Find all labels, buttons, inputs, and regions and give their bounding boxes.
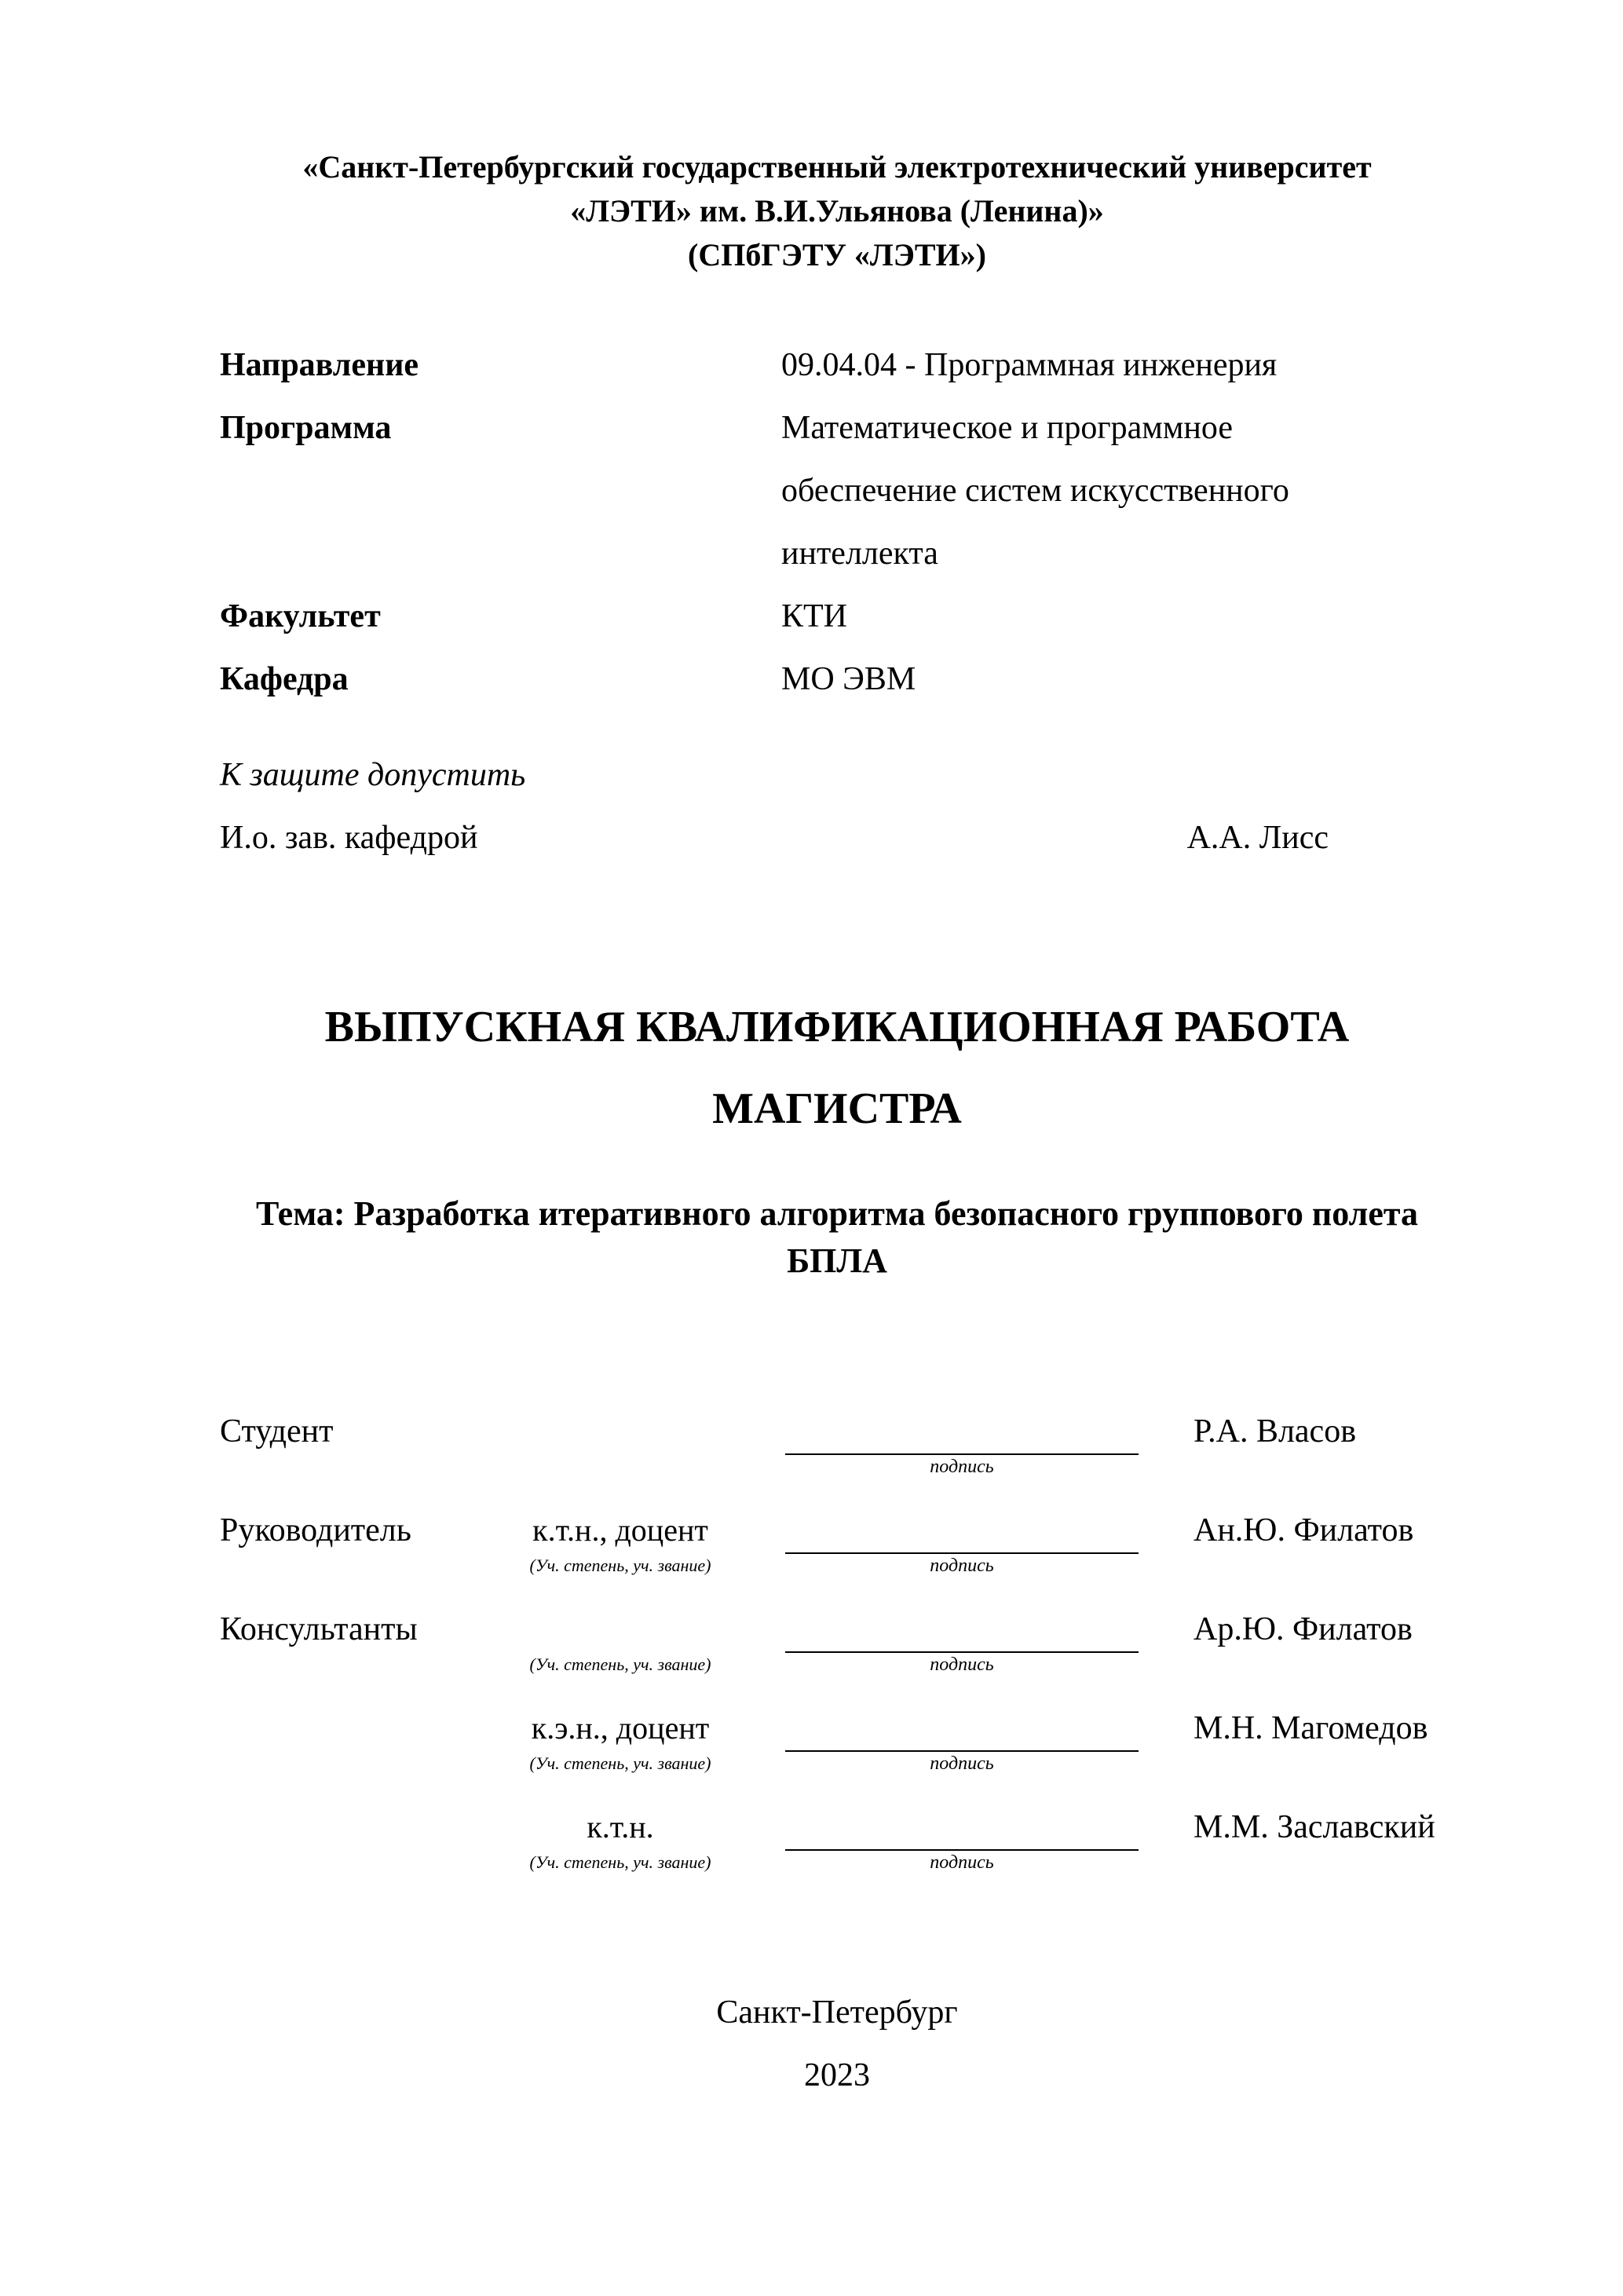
signature-field-cell <box>785 1804 1139 1879</box>
approval-statement: К защите допустить <box>220 757 526 793</box>
signature-line <box>785 1804 1139 1851</box>
signature-field-cell <box>785 1606 1139 1681</box>
thesis-title <box>220 987 1454 1150</box>
signature-name: М.Н. Магомедов <box>1193 1709 1428 1746</box>
field-direction <box>220 334 1454 397</box>
field-program <box>220 397 1454 585</box>
signature-row-consultant-2 <box>220 1705 1454 1780</box>
field-program-value: Математическое и программное обеспечение систем искусственного интеллекта <box>781 410 1289 572</box>
signature-degree-cell <box>455 1606 785 1681</box>
signature-line <box>785 1408 1139 1455</box>
degree-caption: (Уч. степень, уч. звание) <box>529 1654 711 1674</box>
signature-degree-cell <box>455 1408 785 1483</box>
signature-name: М.М. Заславский <box>1193 1808 1435 1845</box>
signature-name-cell <box>1193 1507 1413 1582</box>
signature-name: Ар.Ю. Филатов <box>1193 1610 1413 1647</box>
footer-block <box>220 1981 1454 2107</box>
signature-caption: подпись <box>930 1753 994 1774</box>
signature-row-supervisor <box>220 1507 1454 1582</box>
signature-role <box>220 1705 455 1752</box>
field-faculty-label: Факультет <box>220 598 381 634</box>
footer-year: 2023 <box>804 2057 870 2093</box>
signature-caption: подпись <box>930 1654 994 1675</box>
signature-caption: подпись <box>930 1456 994 1477</box>
approval-signer-role: И.о. зав. кафедрой <box>220 820 478 856</box>
approval-block <box>220 744 1454 869</box>
field-faculty <box>220 585 1454 648</box>
degree-caption: (Уч. степень, уч. звание) <box>529 1852 711 1872</box>
signature-role-cell <box>220 1606 455 1681</box>
signature-degree-cell <box>455 1507 785 1582</box>
signature-caption: подпись <box>930 1852 994 1873</box>
signature-role-cell <box>220 1705 455 1780</box>
signature-line <box>785 1705 1139 1752</box>
signature-name-cell <box>1193 1606 1413 1681</box>
thesis-title-line1: ВЫПУСКНАЯ КВАЛИФИКАЦИОННАЯ РАБОТА <box>324 1003 1350 1051</box>
signature-block <box>220 1408 1454 1879</box>
signature-field-cell <box>785 1408 1139 1483</box>
signature-field-cell <box>785 1507 1139 1582</box>
field-faculty-value: КТИ <box>781 598 847 634</box>
signature-field-cell <box>785 1705 1139 1780</box>
signature-row-consultant-1 <box>220 1606 1454 1681</box>
signature-caption: подпись <box>930 1555 994 1576</box>
signature-name: Р.А. Власов <box>1193 1413 1357 1450</box>
signature-degree: к.т.н. <box>587 1808 654 1844</box>
field-department-value: МО ЭВМ <box>781 661 916 697</box>
signature-role-cell <box>220 1408 455 1483</box>
signature-name-cell <box>1193 1408 1356 1483</box>
thesis-topic: Тема: Разработка итеративного алгоритма безопасного группового полета БПЛА <box>256 1194 1418 1280</box>
signature-role-cell <box>220 1804 455 1879</box>
university-header <box>220 145 1454 277</box>
thesis-title-line2: МАГИСТРА <box>712 1084 962 1133</box>
university-abbreviation: (СПбГЭТУ «ЛЭТИ») <box>688 237 986 272</box>
signature-degree-cell <box>455 1705 785 1780</box>
signature-degree-cell <box>455 1804 785 1879</box>
signature-role: Студент <box>220 1413 334 1450</box>
degree-caption: (Уч. степень, уч. звание) <box>529 1753 711 1773</box>
footer-city: Санкт-Петербург <box>716 1994 958 2031</box>
signature-line <box>785 1606 1139 1653</box>
signature-role: Руководитель <box>220 1512 411 1548</box>
university-name-line1: «Санкт-Петербургский государственный электротехнический университет <box>302 149 1372 185</box>
field-department-label: Кафедра <box>220 661 349 697</box>
signature-role-cell <box>220 1507 455 1582</box>
field-program-label: Программа <box>220 410 392 446</box>
signature-degree: к.т.н., доцент <box>532 1512 708 1548</box>
field-direction-value: 09.04.04 - Программная инженерия <box>781 347 1278 383</box>
signature-degree: к.э.н., доцент <box>531 1709 710 1746</box>
approval-signer-row <box>220 806 1454 869</box>
signature-row-consultant-3 <box>220 1804 1454 1879</box>
degree-caption: (Уч. степень, уч. звание) <box>529 1555 711 1575</box>
signature-name-cell <box>1193 1804 1435 1879</box>
signature-role: Консультанты <box>220 1610 418 1647</box>
field-direction-label: Направление <box>220 347 419 383</box>
field-department <box>220 648 1454 711</box>
program-fields <box>220 334 1454 711</box>
university-name-line2: «ЛЭТИ» им. В.И.Ульянова (Ленина)» <box>570 193 1104 229</box>
signature-row-student <box>220 1408 1454 1483</box>
signature-role <box>220 1804 455 1851</box>
approval-signer-name: А.А. Лисс <box>1186 820 1329 856</box>
signature-name: Ан.Ю. Филатов <box>1193 1512 1414 1548</box>
signature-line <box>785 1507 1139 1554</box>
signature-name-cell <box>1193 1705 1427 1780</box>
